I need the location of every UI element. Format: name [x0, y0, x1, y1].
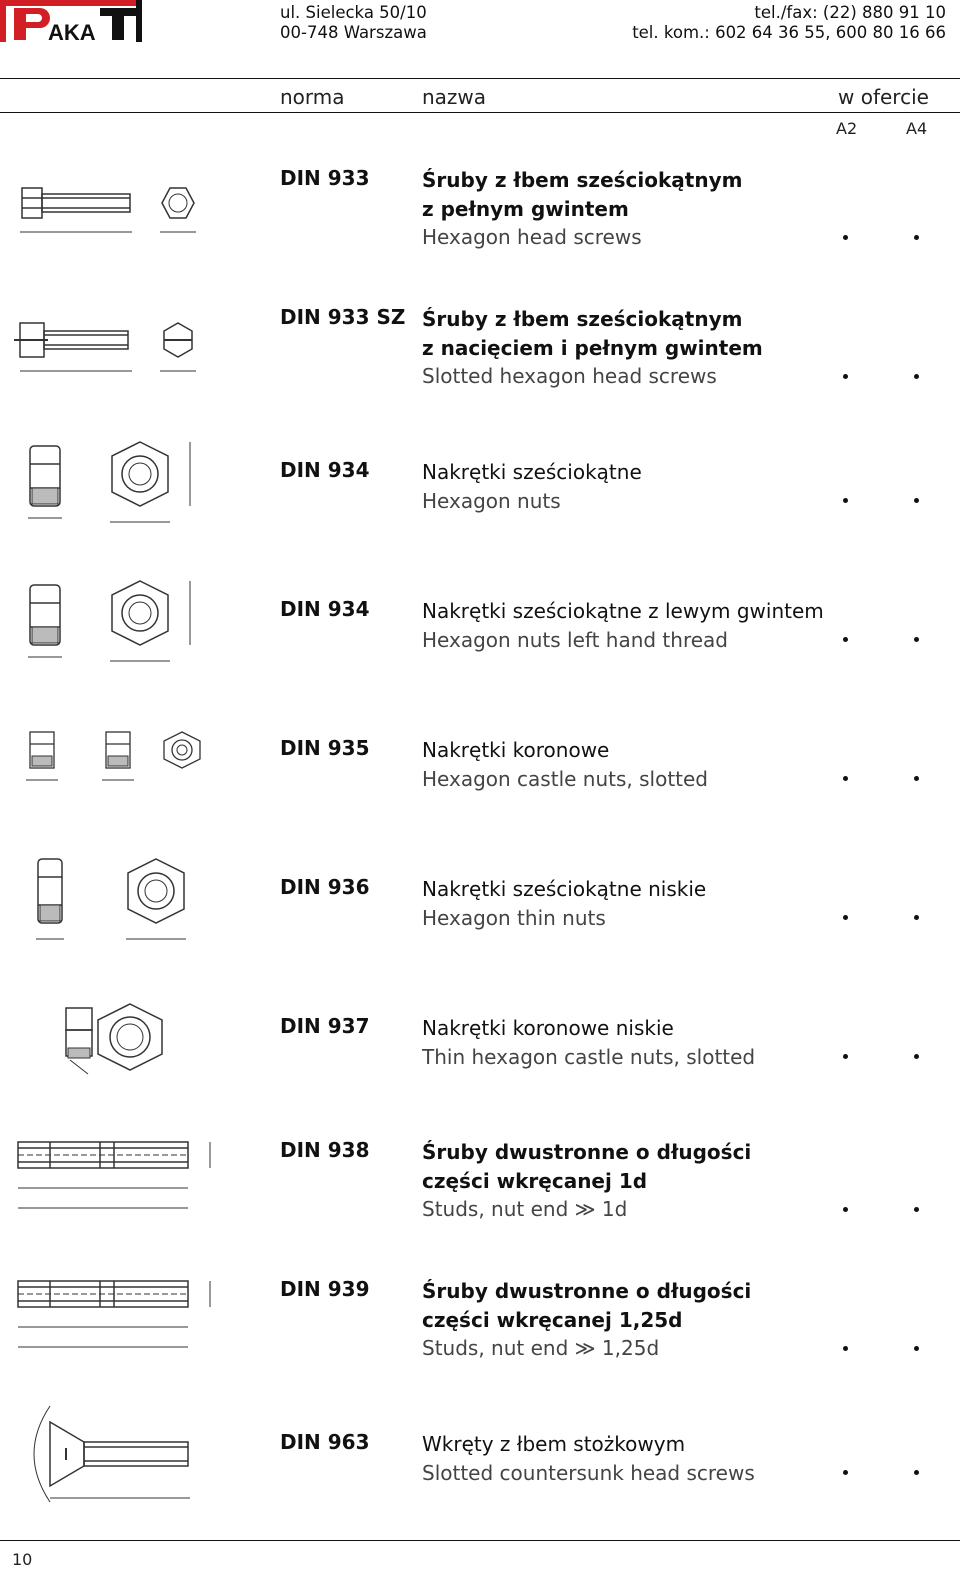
row-names: Nakrętki sześciokątne z lewym gwintem Hexagon nuts left hand thread — [422, 599, 824, 652]
availability-dot-a4 — [914, 1207, 919, 1212]
company-address: ul. Sielecka 50/10 00-748 Warszawa — [280, 3, 427, 42]
svg-text:AKA: AKA — [48, 20, 96, 42]
pakat-logo — [0, 0, 142, 42]
column-header-a4: A4 — [906, 119, 928, 138]
availability-dot-a2 — [843, 776, 848, 781]
hex-nut-lh-drawing-icon — [10, 575, 220, 671]
row-norma: DIN 934 — [280, 458, 370, 482]
row-names: Śruby dwustronne o długości części wkręcanej 1d Studs, nut end ≫ 1d — [422, 1140, 752, 1221]
column-header-norma: norma — [280, 85, 345, 109]
availability-dot-a4 — [914, 1054, 919, 1059]
row-norma: DIN 936 — [280, 875, 370, 899]
row-norma: DIN 963 — [280, 1430, 370, 1454]
row-norma: DIN 933 — [280, 166, 370, 190]
stud-drawing-icon — [10, 1277, 220, 1357]
availability-dot-a2 — [843, 1054, 848, 1059]
availability-dot-a4 — [914, 498, 919, 503]
countersunk-screw-drawing-icon — [10, 1400, 220, 1508]
availability-dot-a4 — [914, 374, 919, 379]
availability-dot-a2 — [843, 1346, 848, 1351]
company-phones: tel./fax: (22) 880 91 10 tel. kom.: 602 64 36 55, 600 80 16 66 — [632, 3, 946, 42]
availability-dot-a2 — [843, 1207, 848, 1212]
availability-dot-a4 — [914, 1470, 919, 1475]
row-norma: DIN 939 — [280, 1277, 370, 1301]
thin-castle-nut-drawing-icon — [10, 1000, 220, 1080]
row-names: Wkręty z łbem stożkowym Slotted countersunk head screws — [422, 1432, 755, 1485]
row-names: Nakrętki sześciokątne Hexagon nuts — [422, 460, 642, 513]
castle-nut-drawing-icon — [10, 726, 220, 796]
row-norma: DIN 935 — [280, 736, 370, 760]
availability-dot-a4 — [914, 235, 919, 240]
row-names: Nakrętki sześciokątne niskie Hexagon thin nuts — [422, 877, 707, 930]
availability-dot-a4 — [914, 637, 919, 642]
availability-dot-a2 — [843, 374, 848, 379]
slotted-hex-bolt-drawing-icon — [10, 313, 220, 379]
stud-drawing-icon — [10, 1138, 220, 1218]
thin-nut-drawing-icon — [10, 853, 220, 949]
column-header-oferta: w ofercie — [838, 85, 929, 109]
hex-nut-drawing-icon — [10, 436, 220, 532]
availability-dot-a2 — [843, 637, 848, 642]
column-header-a2: A2 — [836, 119, 858, 138]
row-norma: DIN 938 — [280, 1138, 370, 1162]
availability-dot-a4 — [914, 915, 919, 920]
header-rule-top — [0, 78, 960, 79]
row-norma: DIN 937 — [280, 1014, 370, 1038]
availability-dot-a2 — [843, 915, 848, 920]
availability-dot-a4 — [914, 776, 919, 781]
availability-dot-a2 — [843, 498, 848, 503]
row-names: Nakrętki koronowe Hexagon castle nuts, slotted — [422, 738, 709, 791]
row-names: Śruby z łbem sześciokątnym z nacięciem i pełnym gwintem Slotted hexagon head screws — [422, 307, 763, 388]
row-names: Nakrętki koronowe niskie Thin hexagon castle nuts, slotted — [422, 1016, 756, 1069]
row-norma: DIN 933 SZ — [280, 305, 406, 329]
page-number: 10 — [12, 1550, 33, 1569]
availability-dot-a2 — [843, 235, 848, 240]
header-rule-mid — [0, 112, 960, 113]
hex-bolt-drawing-icon — [10, 176, 220, 242]
footer-rule — [0, 1540, 960, 1541]
row-names: Śruby dwustronne o długości części wkręcanej 1,25d Studs, nut end ≫ 1,25d — [422, 1279, 752, 1360]
availability-dot-a4 — [914, 1346, 919, 1351]
row-names: Śruby z łbem sześciokątnym z pełnym gwintem Hexagon head screws — [422, 168, 743, 249]
row-norma: DIN 934 — [280, 597, 370, 621]
column-header-nazwa: nazwa — [422, 85, 487, 109]
availability-dot-a2 — [843, 1470, 848, 1475]
